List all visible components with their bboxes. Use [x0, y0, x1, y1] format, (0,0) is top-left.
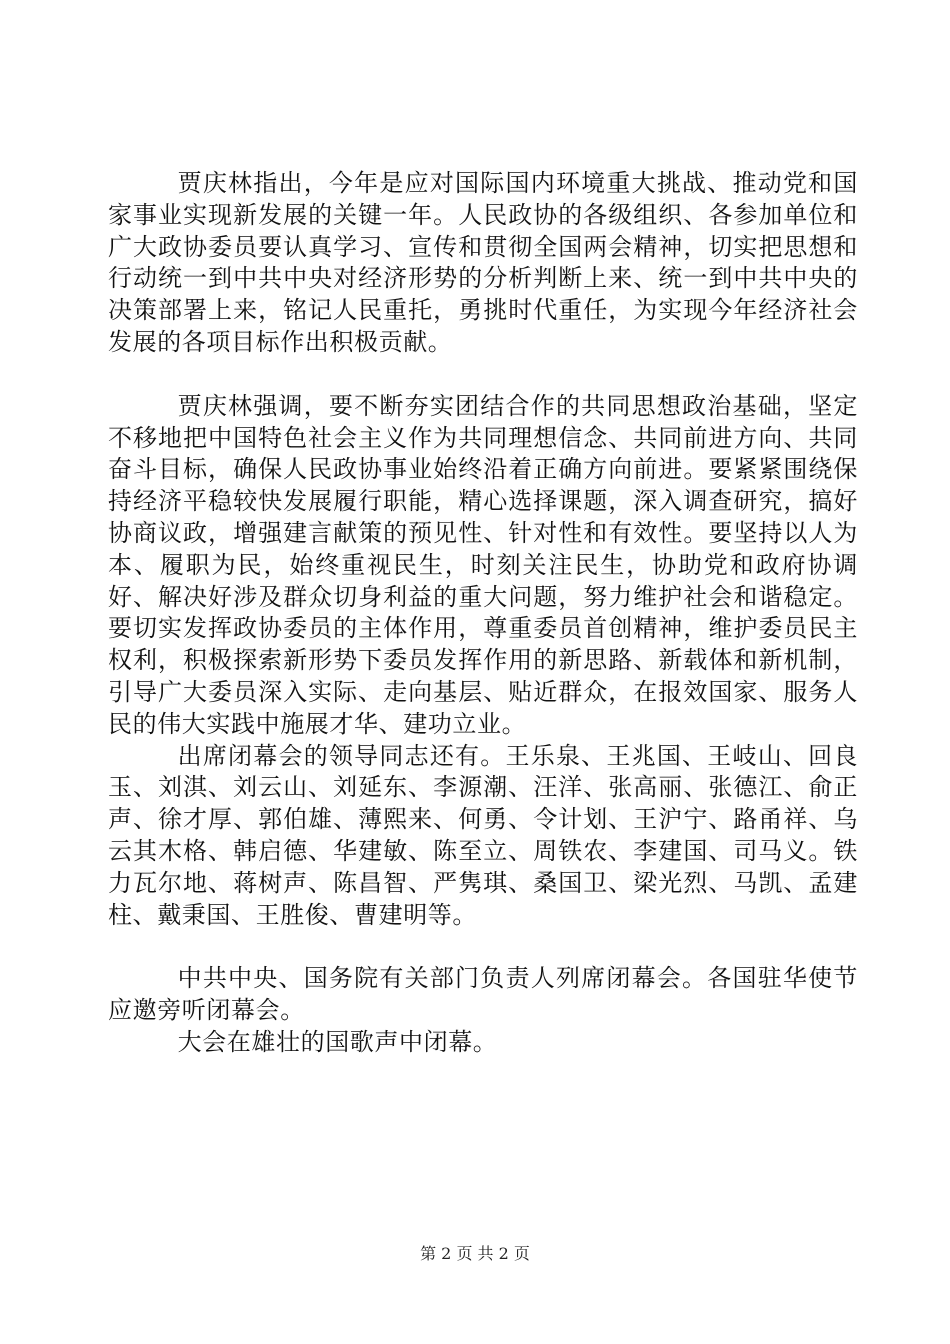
paragraph-jia-qinglin-emphasizes: 贾庆林强调，要不断夯实团结合作的共同思想政治基础，坚定不移地把中国特色社会主义作为共同理想信念、共同前进方向、共同奋斗目标，确保人民政协事业始终沿着正确方向前进。要紧紧围绕保持经济平稳较快发展履行职能，精心选择课题，深入调查研究，搞好协商议政，增强建言献策的预见性、针对性和有效性。要坚持以人为本、履职为民，始终重视民生，时刻关注民生，协助党和政府协调好、解决好涉及群众切身利益的重大问题，努力维护社会和谐稳定。要切实发挥政协委员的主体作用，尊重委员首创精神，维护委员民主权利，积极探索新形势下委员发挥作用的新思路、新载体和新机制，引导广大委员深入实际、走向基层、贴近群众，在报效国家、服务人民的伟大实践中施展才华、建功立业。 [108, 391, 858, 738]
document-body [108, 168, 858, 1059]
page-footer [0, 1244, 950, 1264]
paragraph-spacer [108, 931, 858, 963]
paragraph-closing: 大会在雄壮的国歌声中闭幕。 [177, 1027, 498, 1056]
page-indicator: 第 2 页 共 2 页 [420, 1244, 530, 1263]
paragraph-attendees-observers: 中共中央、国务院有关部门负责人列席闭幕会。各国驻华使节应邀旁听闭幕会。 [108, 964, 858, 1025]
paragraph-attending-leaders: 出席闭幕会的领导同志还有。王乐泉、王兆国、王岐山、回良玉、刘淇、刘云山、刘延东、李源潮、汪洋、张高丽、张德江、俞正声、徐才厚、郭伯雄、薄熙来、何勇、令计划、王沪宁、路甬祥、乌云其木格、韩启德、华建敏、陈至立、周铁农、李建国、司马义。铁力瓦尔地、蒋树声、陈昌智、严隽琪、桑国卫、梁光烈、马凯、孟建柱、戴秉国、王胜俊、曹建明等。 [108, 741, 858, 929]
paragraph-jia-qinglin-points-out: 贾庆林指出，今年是应对国际国内环境重大挑战、推动党和国家事业实现新发展的关键一年。人民政协的各级组织、各参加单位和广大政协委员要认真学习、宣传和贯彻全国两会精神，切实把思想和行动统一到中共中央对经济形势的分析判断上来、统一到中共中央的决策部署上来，铭记人民重托，勇挑时代重任，为实现今年经济社会发展的各项目标作出积极贡献。 [108, 169, 858, 356]
paragraph-spacer [108, 359, 858, 391]
